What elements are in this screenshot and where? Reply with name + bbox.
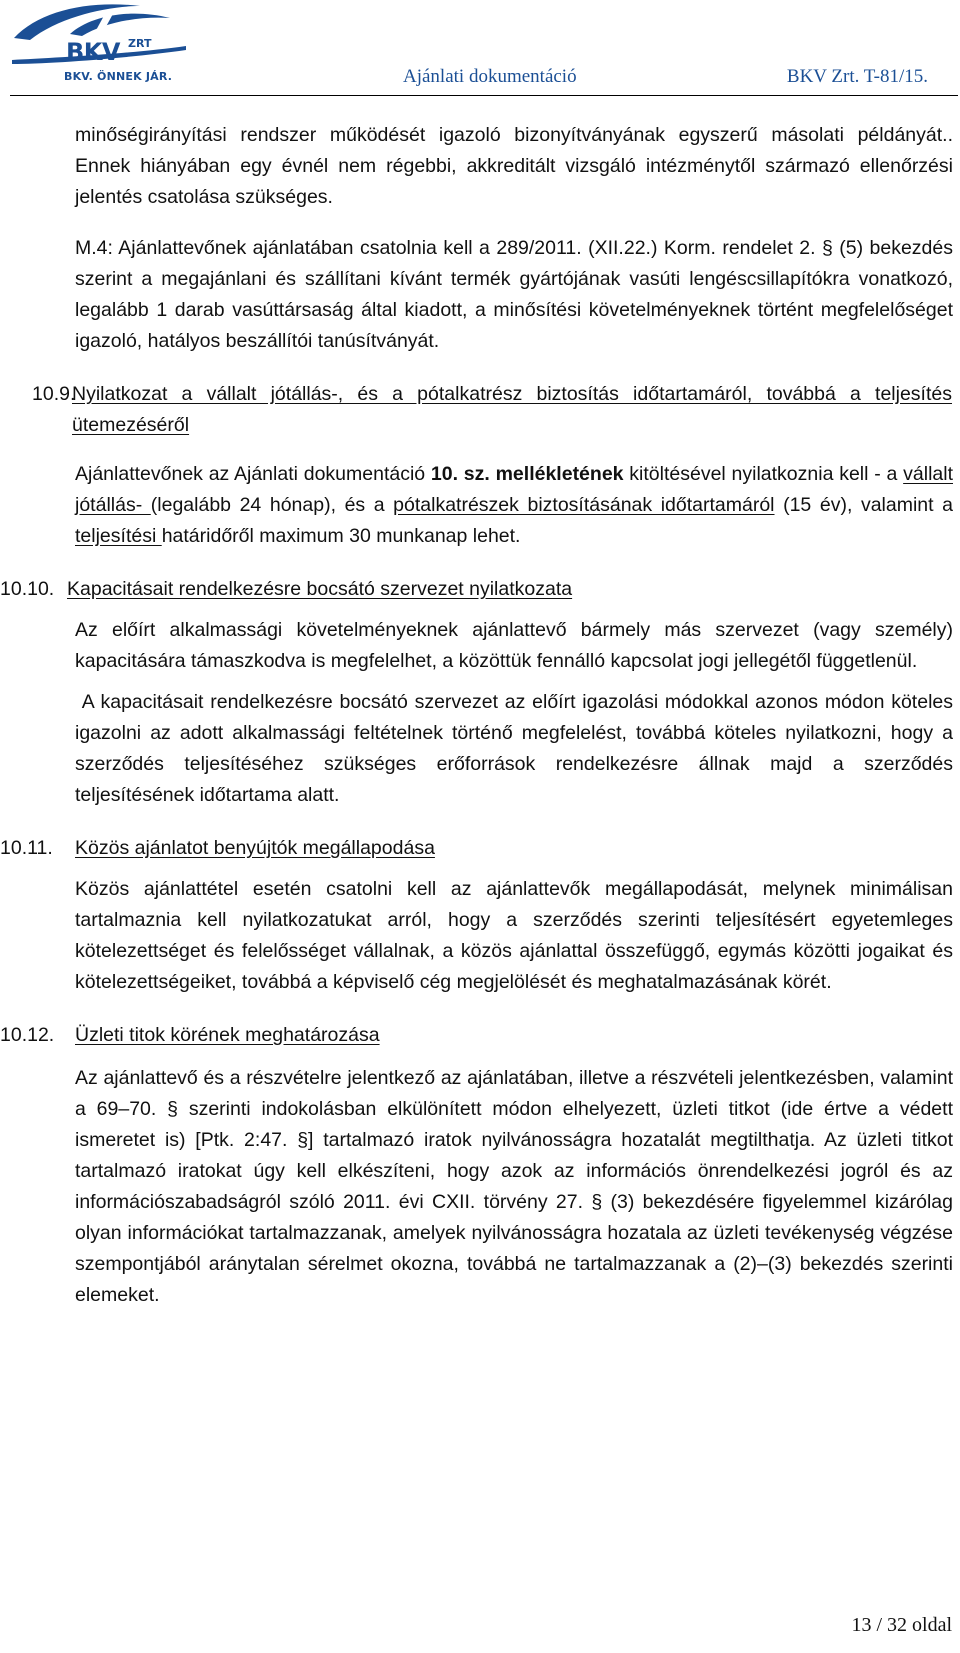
section-title: Nyilatkozat a vállalt jótállás-, és a pótalkatrész biztosítás időtartamáról, továbbá a teljesítés ütemezéséről	[72, 383, 952, 436]
section-paragraph	[75, 459, 953, 552]
section-number: 10.9.	[32, 383, 76, 405]
section-title: Üzleti titok körének meghatározása	[75, 1024, 380, 1046]
logo-brand-text: BKV	[66, 38, 120, 66]
section-number: 10.10.	[0, 578, 55, 600]
text-run: Ajánlattevőnek az Ajánlati dokumentáció	[75, 463, 431, 485]
section-10-12	[0, 1020, 960, 1311]
section-10-10	[0, 574, 960, 811]
paragraph-m4: M.4: Ajánlattevőnek ajánlatában csatolnia kell a 289/2011. (XII.22.) Korm. rendelet 2. § (5) bekezdés szerint a megajánlani és szállítani kívánt termék gyártójának vasúti lengéscsillapítókra vonatkozó, legalább 1 darab vasúttársaság által kiadott, a minősítési követelményeknek történt megfelelőséget igazoló, hatályos beszállítói tanúsítványát.	[75, 237, 953, 352]
text-run-underlined: vállalt jótállás-	[75, 463, 953, 516]
text-run: A kapacitásait rendelkezésre bocsátó szervezet az előírt igazolási módokkal azonos módon köteles igazolni az adott alkalmassági feltételnek történő megfelelést, továbbá köteles nyilatkozni, hogy a szerződés teljesítéséhez szükséges erőforrások rendelkezésre állnak majd a szerződés teljesítésének időtartama alatt.	[75, 691, 954, 806]
section-10-9	[0, 379, 960, 552]
logo-suffix-text: ZRT	[128, 37, 152, 50]
header-doc-ref: BKV Zrt. T-81/15.	[786, 66, 928, 87]
text-run: határidőről maximum 30 munkanap lehet.	[161, 525, 521, 547]
section-number: 10.11.	[0, 837, 53, 859]
text-run: (legalább 24 hónap), és a	[150, 494, 394, 516]
text-run: (15 év), valamint a	[774, 494, 953, 516]
document-body	[0, 120, 960, 1311]
section-paragraph: Közös ajánlattétel esetén csatolni kell az ajánlattevők megállapodását, melynek minimálisan tartalmaznia kell nyilatkozatukat arról, hogy a szerződés szerinti teljesítésért egyetemleges kötelezettséget és felelősséget vállalnak, a közös ajánlattal összefüggő, egymás közötti jogaikat és kötelezettségeiket, továbbá a képviselő cég megjelölését és meghatalmazásának körét.	[75, 878, 953, 993]
page-header	[0, 0, 960, 95]
section-paragraph	[75, 687, 953, 811]
text-run-underlined: teljesítési	[75, 525, 162, 547]
bkv-logo	[10, 0, 190, 88]
text-run: kitöltésével nyilatkoznia kell - a	[623, 463, 904, 485]
header-doc-title: Ajánlati dokumentáció	[403, 66, 577, 87]
section-title: Kapacitásait rendelkezésre bocsátó szervezet nyilatkozata	[67, 578, 573, 600]
header-divider	[10, 95, 958, 96]
section-10-11	[0, 833, 960, 998]
paragraph-intro: minőségirányítási rendszer működését igazoló bizonyítványának egyszerű másolati példányát.. Ennek hiányában egy évnél nem régebbi, akkreditált vizsgáló intézménytől származó ellenőrzési jelentés csatolása szükséges.	[75, 124, 953, 208]
page-number: 13 / 32 oldal	[851, 1614, 952, 1636]
section-paragraph: Az ajánlattevő és a részvételre jelentkező az ajánlatában, illetve a részvételi jelentkezésben, valamint a 69–70. § szerinti indokolásban elkülönített módon elhelyezett, üzleti titkot (ide értve a védett ismeretet is) [Ptk. 2:47. §] tartalmazó iratok nyilvánosságra hozatalát megtilthatja. Az üzleti titkot tartalmazó iratokat úgy kell elkészíteni, hogy azok az információs önrendelkezési jogról és az információszabadságról szóló 2011. évi CXII. törvény 27. § (3) bekezdésére figyelemmel kizárólag olyan információkat tartalmazzanak, amelyek nyilvánosságra hozatala az üzleti tevékenység végzése szempontjából aránytalan sérelmet okozna, továbbá ne tartalmazzanak a (2)–(3) bekezdés szerinti elemeket.	[75, 1067, 953, 1306]
text-run-bold: 10. sz. mellékletének	[430, 463, 624, 485]
logo-slogan: BKV. ÖNNEK JÁR.	[64, 70, 173, 83]
text-run-underlined: pótalkatrészek biztosításának időtartamáról	[393, 494, 775, 516]
section-paragraph: Az előírt alkalmassági követelményeknek ajánlattevő bármely más szervezet (vagy személy) kapacitására támaszkodva is megfelelhet, a közöttük fennálló kapcsolat jogi jellegétől függetlenül.	[75, 619, 953, 672]
section-number: 10.12.	[0, 1024, 55, 1046]
section-title: Közös ajánlatot benyújtók megállapodása	[75, 837, 435, 859]
